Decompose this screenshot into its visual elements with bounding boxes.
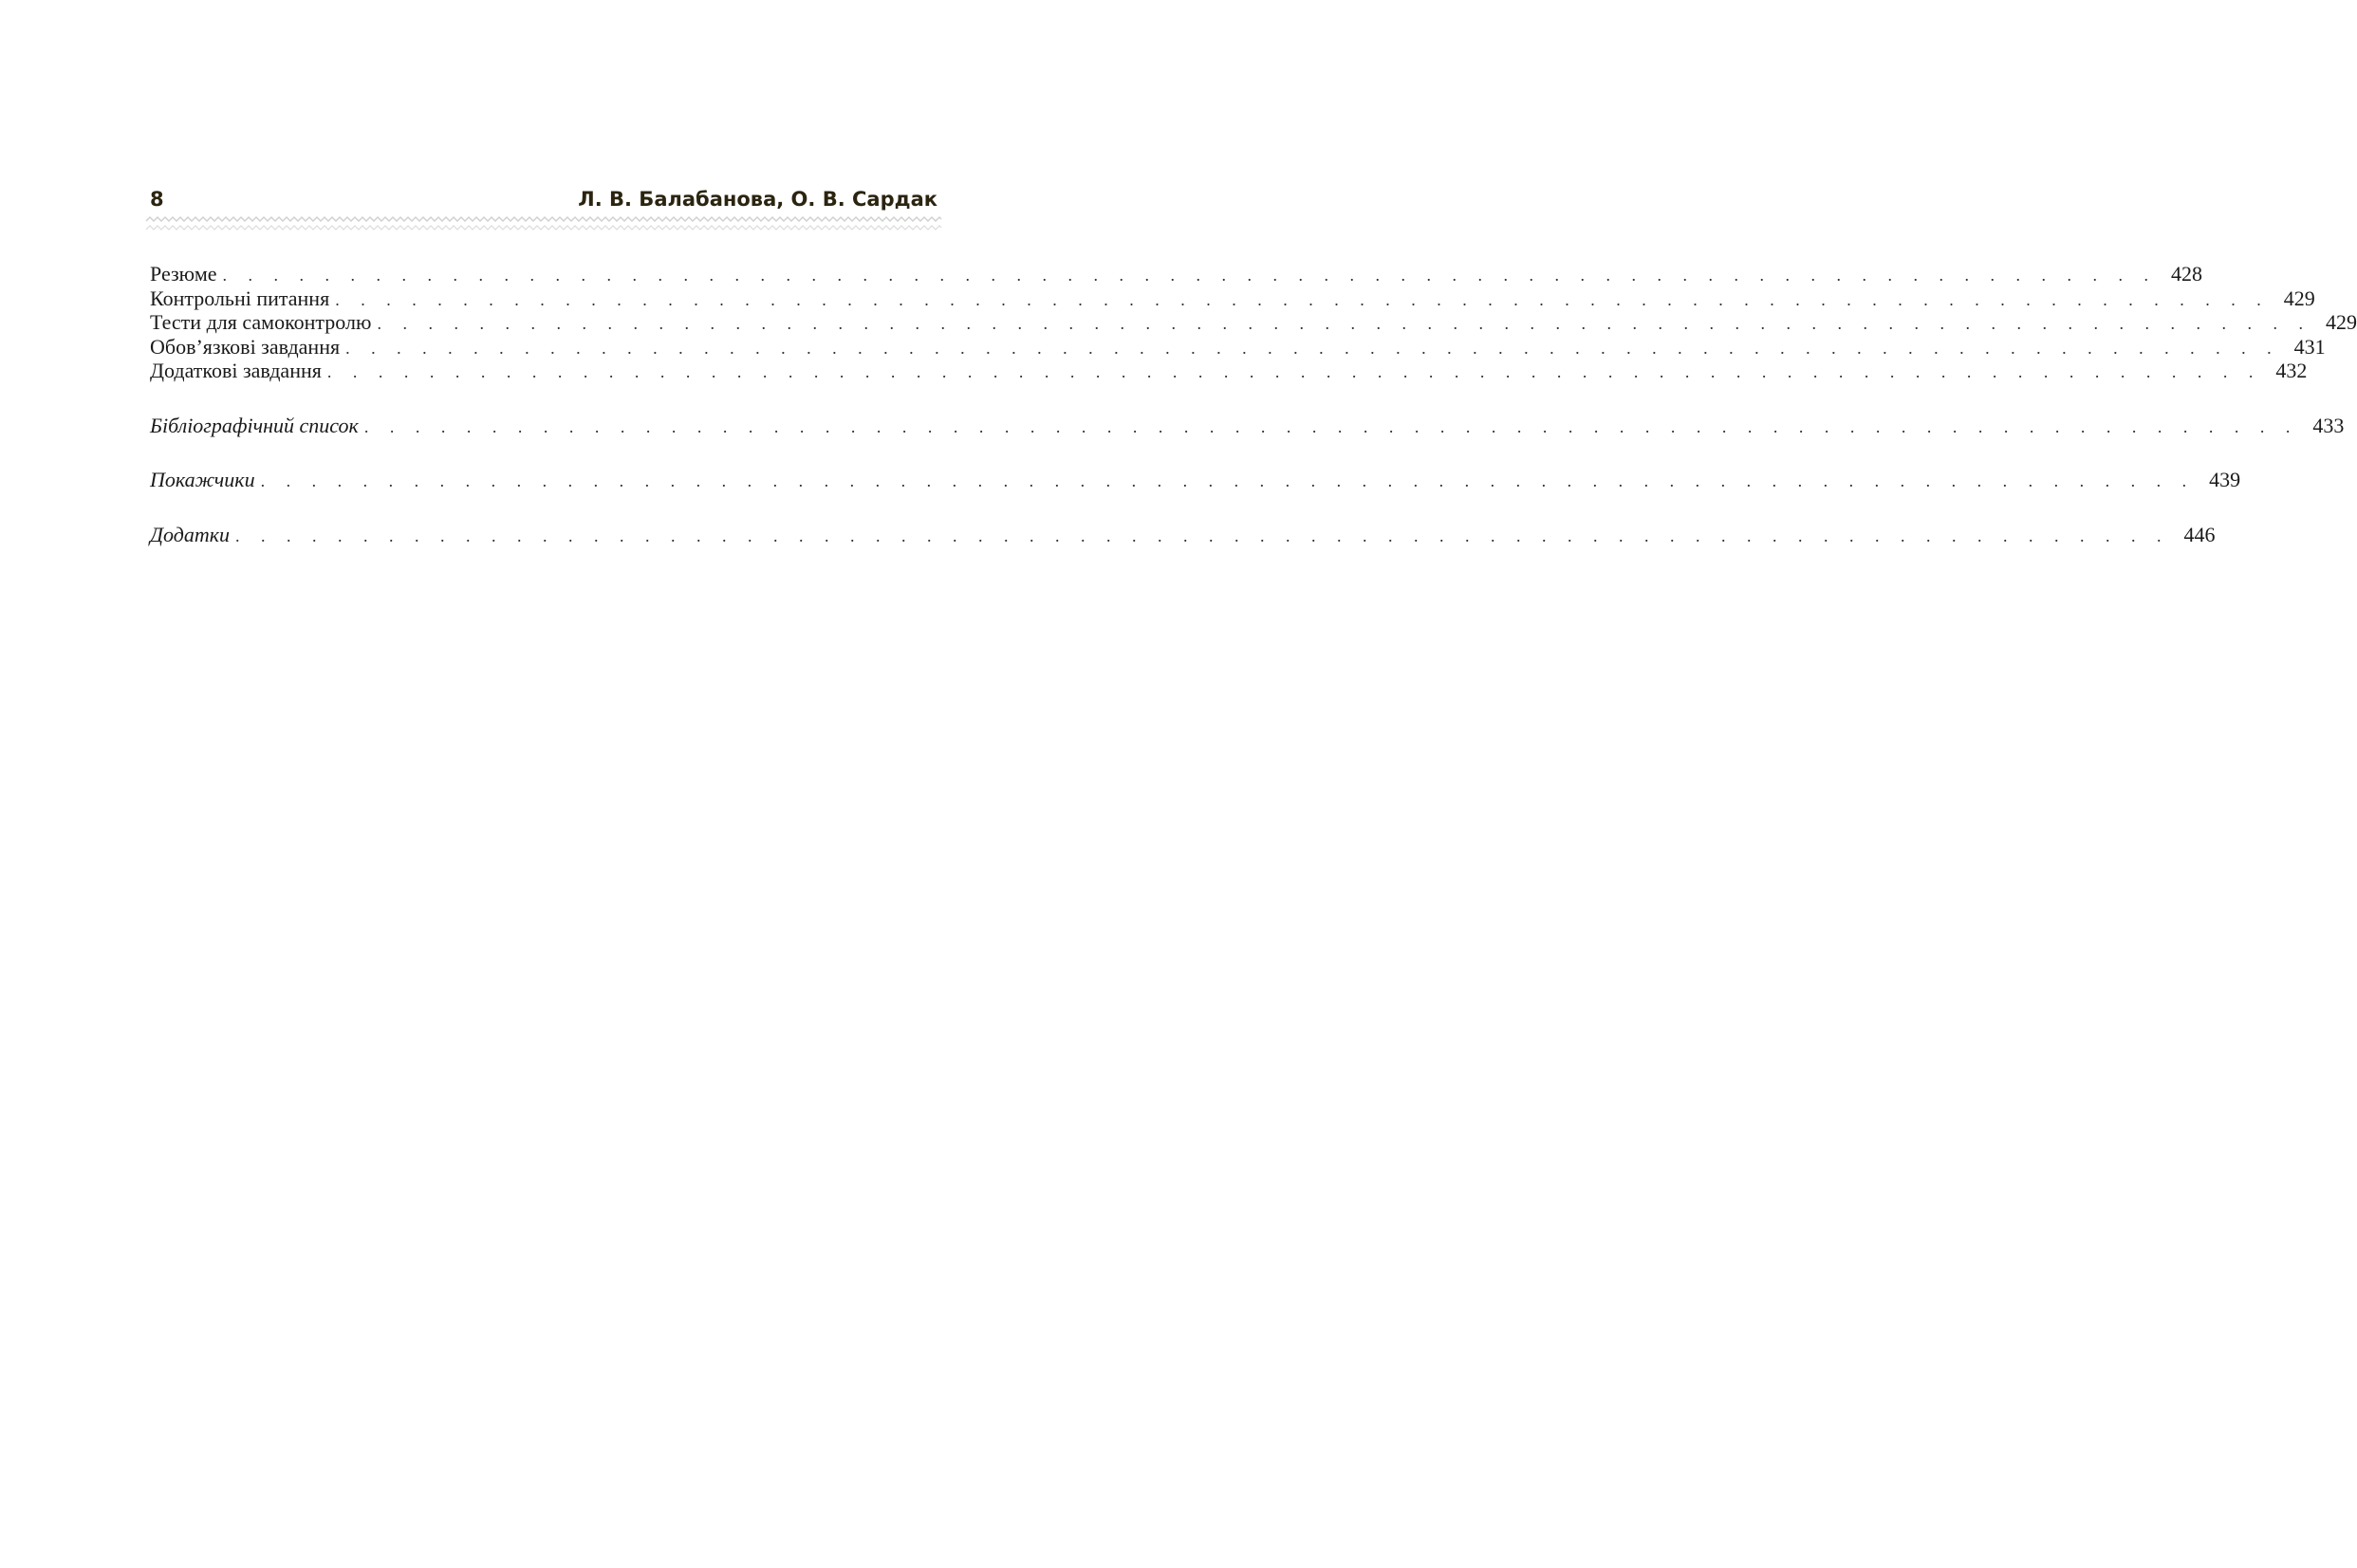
- toc-entry-label: Обов’язкові завдання: [150, 334, 341, 359]
- running-header: [150, 183, 937, 215]
- toc-entry-page: 429: [2325, 310, 2357, 334]
- toc-entry-page: 446: [2183, 522, 2216, 546]
- toc-entry-label: Покажчики: [150, 468, 255, 491]
- toc-entry-label: Додатки: [150, 522, 231, 546]
- toc-entry[interactable]: [150, 359, 2308, 383]
- toc-entry-bibliography[interactable]: [150, 413, 2345, 438]
- toc-entry[interactable]: [150, 262, 2203, 286]
- toc-entry-page: 431: [2293, 334, 2326, 359]
- dot-leader: . . . . . . . . . . . . . . . . . . . . . . . . . . . . . . . . . . . . . . . . . . . . . . . . . . . . . . . . . . . . . . . . . . . . . . . . . . . .: [363, 416, 2299, 436]
- dot-leader: . . . . . . . . . . . . . . . . . . . . . . . . . . . . . . . . . . . . . . . . . . . . . . . . . . . . . . . . . . . . . . . . . . . . . . . . . . . .: [377, 314, 2311, 333]
- dot-leader: . . . . . . . . . . . . . . . . . . . . . . . . . . . . . . . . . . . . . . . . . . . . . . . . . . . . . . . . . . . . . . . . . . . . . . . . . . . .: [335, 289, 2270, 309]
- toc-entry-label: Бібліографічний список: [150, 413, 359, 437]
- toc-entry-page: 429: [2283, 286, 2315, 310]
- toc-entry-page: 428: [2171, 262, 2203, 286]
- toc-entry-label: Додаткові завдання: [150, 359, 322, 382]
- page-number: 8: [150, 188, 164, 211]
- toc-entry[interactable]: [150, 310, 2357, 335]
- toc-entry[interactable]: [150, 334, 2326, 360]
- dot-leader: . . . . . . . . . . . . . . . . . . . . . . . . . . . . . . . . . . . . . . . . . . . . . . . . . . . . . . . . . . . . . . . . . . . . . . . . . . . .: [260, 471, 2196, 490]
- toc-entry-appendices[interactable]: [150, 522, 2216, 547]
- toc-entry-page: 433: [2312, 413, 2345, 437]
- toc-entry[interactable]: [150, 286, 2315, 311]
- toc-entry-label: Тести для самоконтролю: [150, 310, 372, 334]
- toc-entry-indexes[interactable]: [150, 468, 2241, 492]
- authors: Л. В. Балабанова, О. В. Сардак: [578, 188, 937, 211]
- toc-entry-label: Контрольні питання: [150, 286, 330, 310]
- decorative-zigzag-rule: [146, 217, 941, 231]
- dot-leader: . . . . . . . . . . . . . . . . . . . . . . . . . . . . . . . . . . . . . . . . . . . . . . . . . . . . . . . . . . . . . . . . . . . . . . . . . . . .: [345, 338, 2280, 358]
- table-of-contents: [150, 262, 2357, 546]
- dot-leader: . . . . . . . . . . . . . . . . . . . . . . . . . . . . . . . . . . . . . . . . . . . . . . . . . . . . . . . . . . . . . . . . . . . . . . . . . . . .: [326, 362, 2262, 381]
- toc-entry-page: 439: [2209, 468, 2241, 491]
- dot-leader: . . . . . . . . . . . . . . . . . . . . . . . . . . . . . . . . . . . . . . . . . . . . . . . . . . . . . . . . . . . . . . . . . . . . . . . . . . . .: [235, 526, 2170, 545]
- dot-leader: . . . . . . . . . . . . . . . . . . . . . . . . . . . . . . . . . . . . . . . . . . . . . . . . . . . . . . . . . . . . . . . . . . . . . . . . . . . .: [222, 266, 2158, 285]
- toc-entry-page: 432: [2275, 359, 2308, 382]
- toc-entry-label: Резюме: [150, 262, 217, 286]
